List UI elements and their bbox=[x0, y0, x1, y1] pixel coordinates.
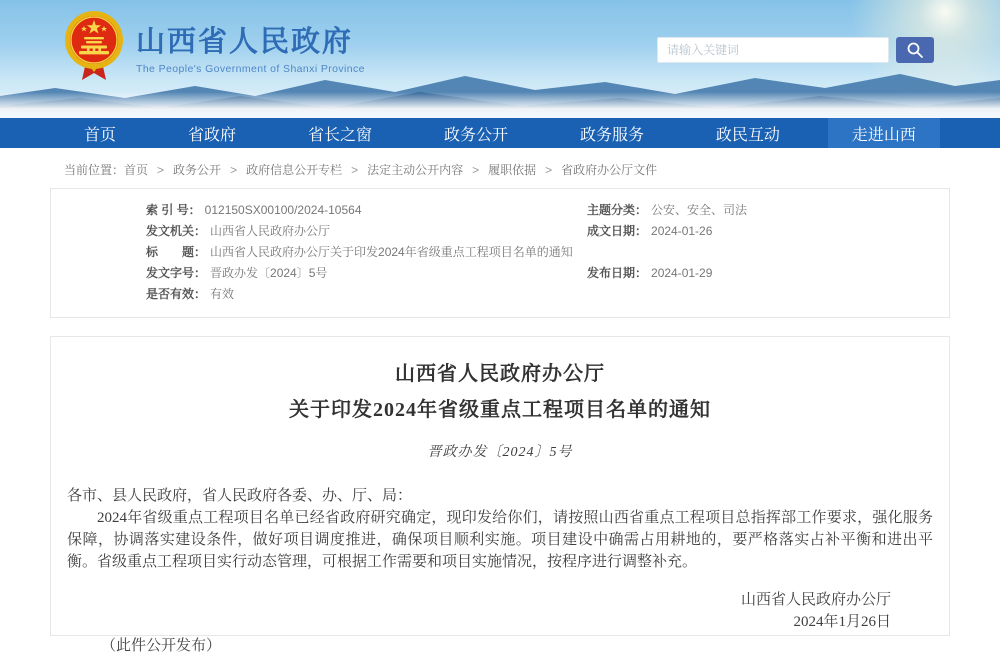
national-emblem-icon bbox=[64, 10, 124, 89]
site-title: 山西省人民政府 bbox=[136, 25, 354, 58]
meta-label-document-number: 发文字号： bbox=[146, 266, 207, 280]
meta-value-title: 山西省人民政府办公厅关于印发2024年省级重点工程项目名单的通知 bbox=[210, 245, 573, 259]
meta-label-topic-category: 主题分类： bbox=[587, 203, 648, 217]
header-search bbox=[657, 37, 934, 63]
breadcrumb-home[interactable]: 首页 bbox=[124, 163, 149, 177]
meta-value-document-number: 晋政办发〔2024〕5号 bbox=[210, 266, 328, 280]
meta-label-title: 标 题： bbox=[146, 245, 207, 259]
meta-value-written-date: 2024-01-26 bbox=[651, 224, 713, 238]
document-title-line1: 山西省人民政府办公厅 bbox=[395, 363, 605, 385]
breadcrumb-label: 当前位置： bbox=[64, 163, 125, 177]
search-button[interactable] bbox=[896, 37, 934, 63]
document-paragraph: 2024年省级重点工程项目名单已经省政府研究确定，现印发给你们，请按照山西省重点工程项目总指挥部工作要求，强化服务保障，协调落实建设条件，做好项目调度推进，确保项目顺利实施。项目建设中确需占用耕地的，要严格落实占补平衡和进出平衡。省级重点工程项目实行动态管理，可根据工作需要和项目实施情况，按程序进行调整补充。 bbox=[67, 510, 933, 570]
meta-label-written-date: 成文日期： bbox=[587, 224, 648, 238]
meta-row bbox=[51, 221, 949, 242]
site-subtitle: The People's Government of Shanxi Province bbox=[136, 62, 365, 75]
breadcrumb-statutory-content[interactable]: > 法定主动公开内容 bbox=[342, 163, 463, 177]
site-header bbox=[0, 0, 1000, 118]
document-metadata-box bbox=[50, 188, 950, 318]
nav-item-disclosure[interactable]: 政务公开 bbox=[443, 126, 508, 144]
meta-label-index-number: 索 引 号： bbox=[146, 203, 201, 217]
meta-value-topic-category: 公安、安全、司法 bbox=[651, 203, 748, 217]
document-number: 晋政办发〔2024〕5号 bbox=[427, 445, 573, 460]
meta-row bbox=[51, 284, 949, 305]
nav-item-home[interactable]: 首页 bbox=[84, 126, 117, 144]
meta-label-issuing-agency: 发文机关： bbox=[146, 224, 207, 238]
nav-item-about-shanxi[interactable]: 走进山西 bbox=[828, 118, 940, 148]
nav-item-governor[interactable]: 省长之窗 bbox=[307, 126, 372, 144]
search-icon bbox=[905, 40, 925, 60]
document-body bbox=[50, 336, 950, 654]
page-content bbox=[50, 161, 950, 654]
meta-label-publish-date: 发布日期： bbox=[587, 266, 648, 280]
nav-item-services[interactable]: 政务服务 bbox=[579, 126, 644, 144]
site-logo[interactable] bbox=[64, 10, 365, 89]
nav-item-interaction[interactable]: 政民互动 bbox=[715, 126, 780, 144]
breadcrumb bbox=[50, 161, 950, 178]
meta-value-issuing-agency: 山西省人民政府办公厅 bbox=[210, 224, 331, 238]
meta-label-validity: 是否有效： bbox=[146, 287, 207, 301]
meta-value-index-number: 012150SX00100/2024-10564 bbox=[204, 203, 362, 217]
public-release-note: （此件公开发布） bbox=[101, 638, 222, 654]
breadcrumb-duty-basis[interactable]: > 履职依据 bbox=[463, 163, 536, 177]
nav-item-government[interactable]: 省政府 bbox=[187, 126, 236, 144]
breadcrumb-info-column[interactable]: > 政府信息公开专栏 bbox=[221, 163, 342, 177]
breadcrumb-office-documents[interactable]: > 省政府办公厅文件 bbox=[536, 163, 657, 177]
meta-row bbox=[51, 200, 949, 221]
signature-date: 2024年1月26日 bbox=[793, 614, 891, 630]
document-title-line2: 关于印发2024年省级重点工程项目名单的通知 bbox=[289, 399, 711, 421]
main-nav bbox=[0, 118, 1000, 148]
meta-row bbox=[51, 242, 949, 263]
meta-row bbox=[51, 263, 949, 284]
cloud-fog-overlay bbox=[0, 92, 1000, 118]
document-salutation: 各市、县人民政府，省人民政府各委、办、厅、局： bbox=[67, 488, 413, 504]
signature-organization: 山西省人民政府办公厅 bbox=[740, 592, 891, 608]
breadcrumb-disclosure[interactable]: > 政务公开 bbox=[148, 163, 221, 177]
meta-value-publish-date: 2024-01-29 bbox=[651, 266, 713, 280]
search-input[interactable] bbox=[657, 37, 889, 63]
meta-value-validity: 有效 bbox=[210, 287, 235, 301]
